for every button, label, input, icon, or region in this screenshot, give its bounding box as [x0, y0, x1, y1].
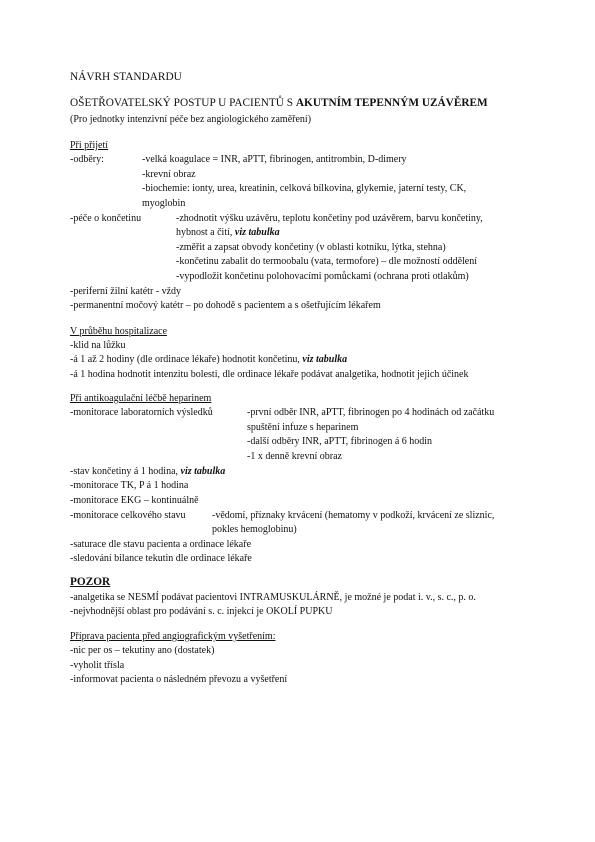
table-reference: viz tabulka	[234, 227, 280, 238]
lab-monitoring-item: -další odběry INR, aPTT, fibrinogen á 6 hodin	[247, 436, 433, 447]
table-reference: viz tabulka	[180, 466, 226, 477]
limb-care-label: -péče o končetinu	[70, 213, 142, 224]
angiography-item: -informovat pacienta o následném převozu a vyšetření	[70, 674, 288, 685]
angiography-item: -vyholit třísla	[70, 660, 125, 671]
heparin-item: -monitorace TK, P á 1 hodina	[70, 480, 189, 491]
limb-care-item: -změřit a zapsat obvody končetiny (v oblasti kotníku, lýtka, stehna)	[176, 242, 446, 253]
samples-item: myoglobin	[142, 198, 186, 209]
warning-item: -nejvhodnější oblast pro podávání s. c. injekcí je OKOLÍ PUPKU	[70, 606, 333, 617]
general-state-item: -vědomí, příznaky krvácení (hematomy v podkoží, krvácení ze sliznic,	[212, 510, 495, 521]
hospitalization-item: -á 1 až 2 hodiny (dle ordinace lékaře) hodnotit končetinu, viz tabulka	[70, 354, 348, 365]
catheter-item: -periferní žilní katétr - vždy	[70, 286, 182, 297]
samples-item: -biochemie: ionty, urea, kreatinin, celková bílkovina, glykemie, jaterní testy, CK,	[142, 183, 467, 194]
title-emphasis: AKUTNÍM TEPENNÝM UZÁVĚREM	[295, 97, 488, 109]
hospitalization-item: -á 1 hodina hodnotit intenzitu bolesti, dle ordinace lékaře podávat analgetika, hodnotit jejich účinek	[70, 369, 469, 380]
samples-label: -odběry:	[70, 154, 104, 165]
general-state-item: pokles hemoglobinu)	[212, 524, 297, 535]
lab-monitoring-item: spuštění infuze s heparinem	[247, 422, 359, 433]
limb-care-item: hybnost a čití, viz tabulka	[176, 227, 280, 238]
section-heading-heparin: Při antikoagulační léčbě heparinem	[70, 393, 212, 404]
catheter-item: -permanentní močový katétr – po dohodě s pacientem a s ošetřujícím lékařem	[70, 300, 381, 311]
heparin-item: -sledování bilance tekutin dle ordinace lékaře	[70, 553, 252, 564]
table-reference: viz tabulka	[302, 354, 348, 365]
section-heading-admission: Při přijetí	[70, 140, 109, 151]
section-heading-angiography: Příprava pacienta před angiografickým vyšetřením:	[70, 631, 276, 642]
lab-monitoring-item: -1 x denně krevní obraz	[247, 451, 342, 462]
document-subtitle: (Pro jednotky intenzivní péče bez angiologického zaměření)	[70, 114, 312, 125]
samples-item: -krevní obraz	[142, 169, 196, 180]
section-heading-warning: POZOR	[70, 576, 111, 588]
heparin-item: -saturace dle stavu pacienta a ordinace lékaře	[70, 539, 252, 550]
limb-care-item: -vypodložit končetinu polohovacími pomůckami (ochrana proti otlakům)	[176, 271, 469, 282]
heparin-item: -stav končetiny á 1 hodina, viz tabulka	[70, 466, 226, 477]
section-heading-hospitalization: V průběhu hospitalizace	[70, 326, 168, 337]
hospitalization-item: -klid na lůžku	[70, 340, 126, 351]
lab-monitoring-label: -monitorace laboratorních výsledků	[70, 407, 213, 418]
general-state-label: -monitorace celkového stavu	[70, 510, 186, 521]
title-prefix: OŠETŘOVATELSKÝ POSTUP U PACIENTŮ S	[70, 97, 296, 109]
draft-label: NÁVRH STANDARDU	[70, 71, 182, 83]
limb-care-item: -končetinu zabalit do termoobalu (vata, termofore) – dle možností oddělení	[176, 256, 478, 267]
lab-monitoring-item: -první odběr INR, aPTT, fibrinogen po 4 hodinách od začátku	[247, 407, 495, 418]
document-title	[70, 96, 488, 111]
warning-item: -analgetika se NESMÍ podávat pacientovi INTRAMUSKULÁRNĚ, je možné je podat i. v., s. c., p. o.	[70, 592, 476, 603]
samples-item: -velká koagulace = INR, aPTT, fibrinogen, antitrombin, D-dimery	[142, 154, 407, 165]
limb-care-item: -zhodnotit výšku uzávěru, teplotu končetiny pod uzávěrem, barvu končetiny,	[176, 213, 483, 224]
heparin-item: -monitorace EKG – kontinuálně	[70, 495, 199, 506]
angiography-item: -nic per os – tekutiny ano (dostatek)	[70, 645, 215, 656]
